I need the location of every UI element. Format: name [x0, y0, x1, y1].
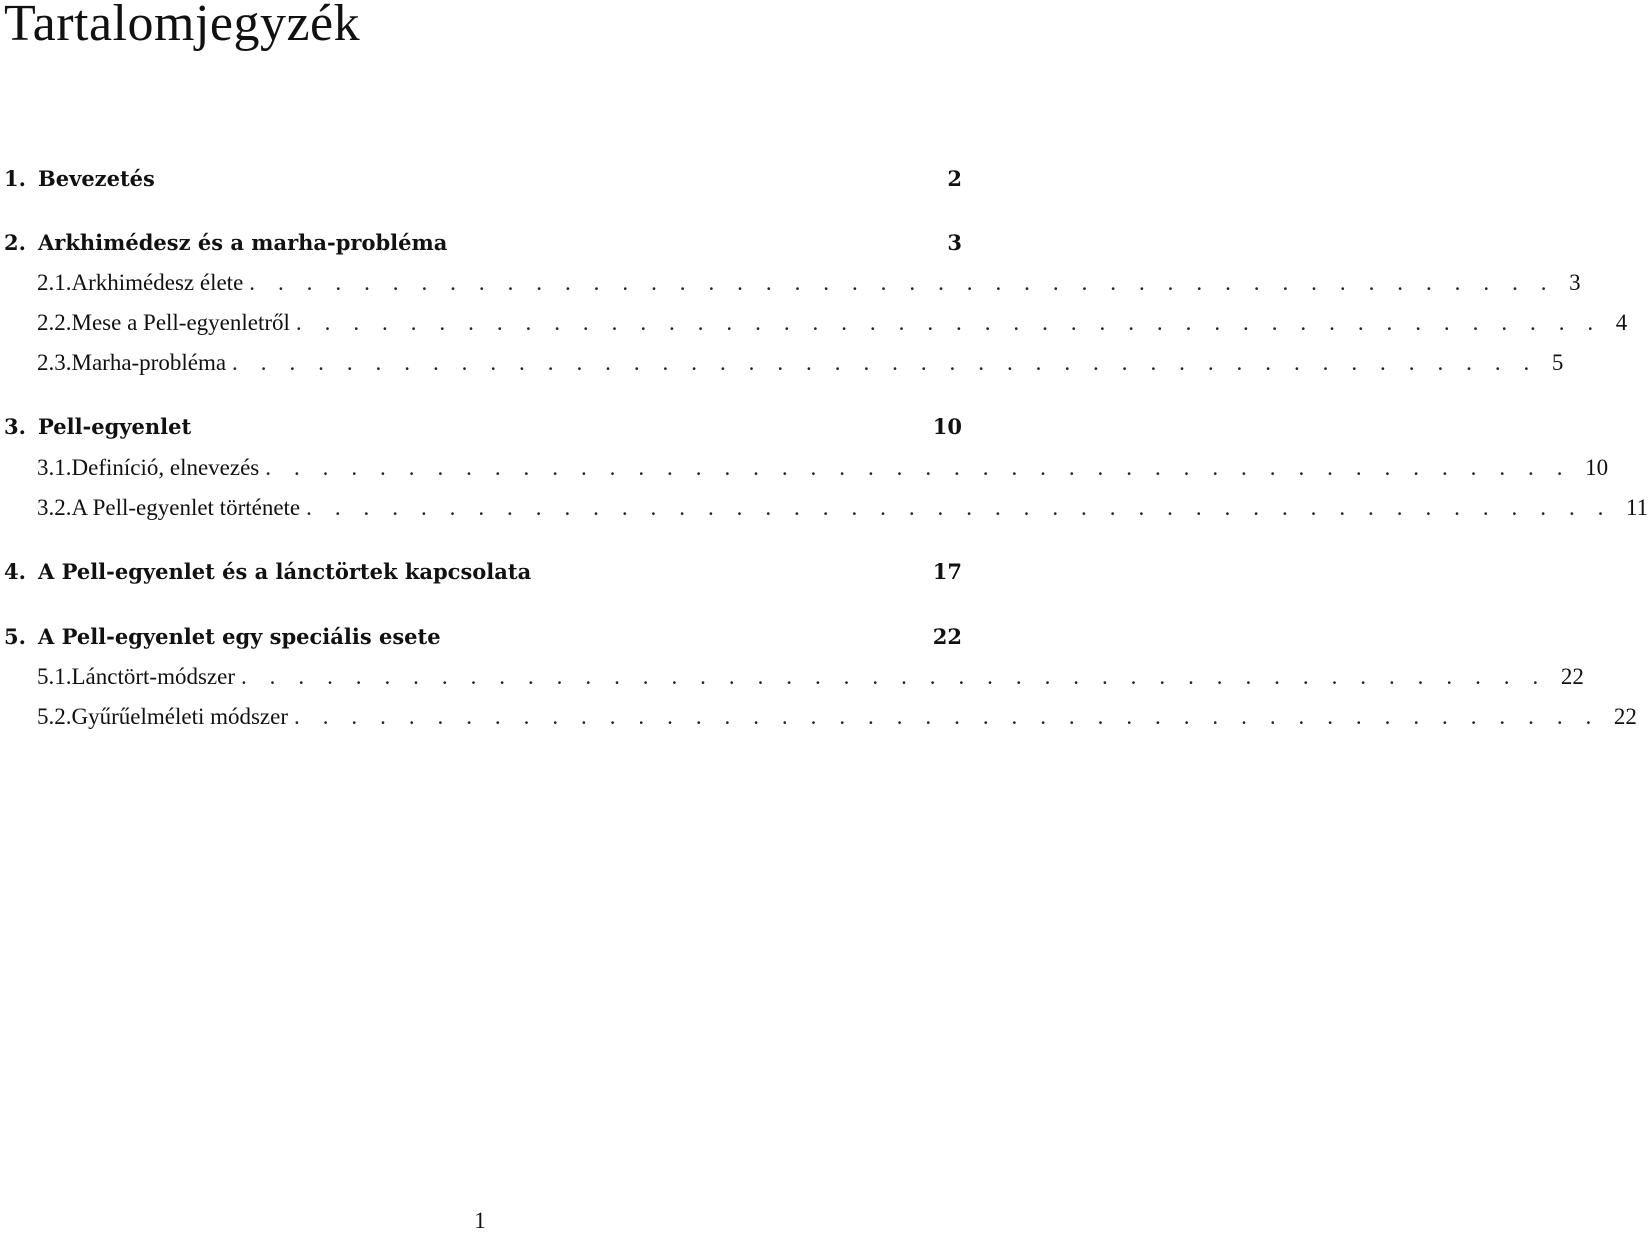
toc-section-2-3[interactable] — [4, 350, 1564, 376]
toc-page: 3 — [947, 230, 962, 255]
toc-number: 2.2. — [37, 310, 72, 335]
toc-label: Marha-probléma — [71, 350, 227, 375]
toc-page: 22 — [1613, 704, 1637, 729]
toc-number: 2.3. — [37, 350, 72, 375]
toc-page: 22 — [1560, 664, 1584, 689]
toc-label: A Pell-egyenlet egy speciális esete — [38, 624, 441, 649]
toc-section-5-1[interactable] — [4, 664, 1584, 690]
toc-page: 10 — [1585, 455, 1609, 480]
toc-leader-dots: . . . . . . . . . . . . . . . . . . . . . . . . . . . . . . . . . . . . . . . . . . . . . . — [295, 310, 1602, 335]
toc-chapter-5[interactable] — [4, 624, 962, 649]
toc-number: 4. — [4, 559, 26, 584]
toc-label: A Pell-egyenlet és a lánctörtek kapcsolata — [38, 559, 532, 584]
toc-label: Pell-egyenlet — [38, 414, 192, 439]
toc-leader-dots: . . . . . . . . . . . . . . . . . . . . . . . . . . . . . . . . . . . . . . . . . . . . . . — [265, 455, 1572, 480]
toc-number: 3.2. — [37, 495, 72, 520]
toc-number: 1. — [4, 166, 26, 191]
toc-label: Lánctört-módszer — [71, 664, 235, 689]
page-title: Tartalomjegyzék — [4, 0, 361, 52]
toc-label: A Pell-egyenlet története — [71, 495, 301, 520]
toc-number: 2. — [4, 230, 26, 255]
toc-label: Bevezetés — [38, 166, 155, 191]
toc-label: Arkhimédesz élete — [71, 270, 244, 295]
toc-number: 3.1. — [37, 455, 72, 480]
toc-page: 10 — [932, 414, 962, 439]
toc-number: 5.2. — [37, 704, 72, 729]
toc-chapter-4[interactable] — [4, 559, 962, 584]
toc-leader-dots: . . . . . . . . . . . . . . . . . . . . . . . . . . . . . . . . . . . . . . . . . . . . . . — [249, 270, 1556, 295]
toc-page: 2 — [947, 166, 962, 191]
toc-chapter-1[interactable] — [4, 166, 962, 191]
toc-label: Mese a Pell-egyenletről — [71, 310, 290, 335]
toc-number: 5. — [4, 624, 26, 649]
toc-section-2-2[interactable] — [4, 310, 1628, 336]
toc-chapter-3[interactable] — [4, 414, 962, 439]
toc-page: 22 — [932, 624, 962, 649]
toc-label: Definíció, elnevezés — [71, 455, 260, 480]
toc-leader-dots: . . . . . . . . . . . . . . . . . . . . . . . . . . . . . . . . . . . . . . . . . . . . . . — [240, 664, 1547, 689]
toc-label: Gyűrűelméleti módszer — [71, 704, 289, 729]
toc-number: 2.1. — [37, 270, 72, 295]
toc-number: 5.1. — [37, 664, 72, 689]
toc-leader-dots: . . . . . . . . . . . . . . . . . . . . . . . . . . . . . . . . . . . . . . . . . . . . . . — [306, 495, 1613, 520]
toc-leader-dots: . . . . . . . . . . . . . . . . . . . . . . . . . . . . . . . . . . . . . . . . . . . . . . — [294, 704, 1600, 729]
toc-leader-dots: . . . . . . . . . . . . . . . . . . . . . . . . . . . . . . . . . . . . . . . . . . . . . . — [232, 350, 1538, 375]
toc-section-5-2[interactable] — [4, 704, 1637, 730]
toc-section-3-1[interactable] — [4, 455, 1609, 481]
toc-chapter-2[interactable] — [4, 230, 962, 255]
page-number: 1 — [474, 1208, 486, 1233]
toc-page: 4 — [1615, 310, 1628, 335]
toc-number: 3. — [4, 414, 26, 439]
toc-label: Arkhimédesz és a marha-probléma — [38, 230, 448, 255]
toc-page: 11 — [1626, 495, 1648, 520]
toc-page: 5 — [1551, 350, 1564, 375]
toc-page: 3 — [1569, 270, 1581, 295]
toc-section-2-1[interactable] — [4, 270, 1581, 296]
toc-section-3-2[interactable] — [4, 495, 1648, 521]
toc-page: 17 — [932, 559, 962, 584]
